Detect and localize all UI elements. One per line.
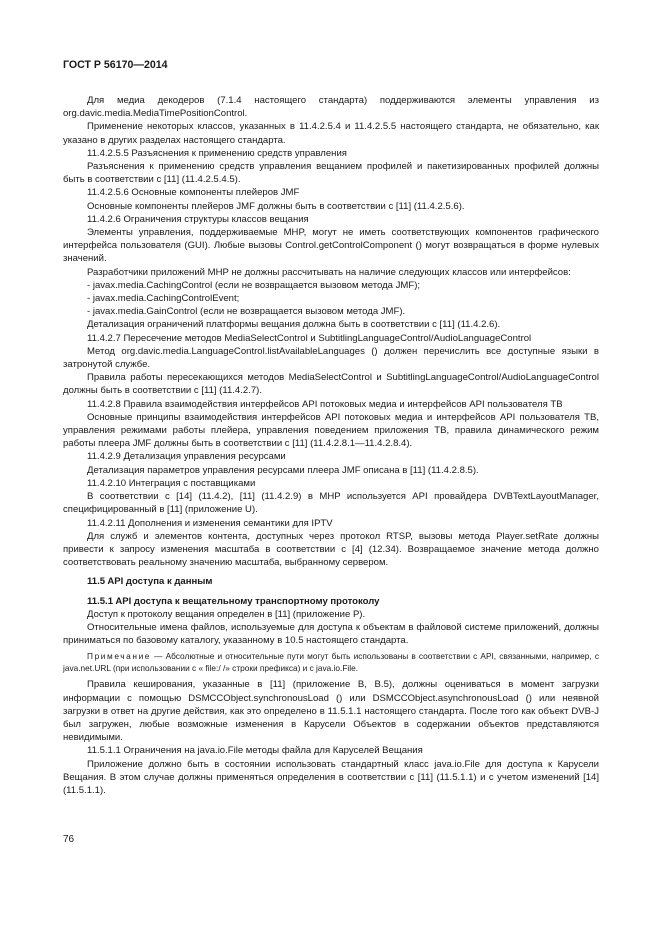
list-item: - javax.media.CachingControlEvent; [87, 293, 240, 305]
paragraph: Детализация параметров управления ресурсами плеера JMF описана в [11] (11.4.2.8.5). [87, 464, 479, 476]
page-number: 76 [63, 834, 75, 845]
paragraph: Детализация ограничений платформы вещания должна быть в соответствии с [11] (11.4.2.6). [87, 319, 501, 331]
paragraph: Относительные имена файлов, используемые для доступа к объектам в файловой системе приложений, должны приниматься по базовому каталогу, указанному в 10.5 настоящего стандарта. [63, 621, 599, 647]
paragraph: Для служб и элементов контента, доступных через протокол RTSP, вызовы метода Player.setRate должны привести к запросу изменения масштаба в соответствии с [4] (12.34). Возвращаемое значение метода должно соответствовать реальному значению масштаба, выбранному сервером. [63, 530, 599, 569]
paragraph: Правила кеширования, указанные в [11] (приложение B, B.5), должны оцениваться в момент загрузки информации с помощью DSMCCObject.synchronousLoad () или DSMCCObject.asynchronousLoad () или неявной загрузки в ответ на другие действия, как это определено в 11.5.1.1 настоящего стандарта. После того как объект DVB-J был загружен, любые возможные изменения в Карусели Объектов в содержании объектов представляются невидимыми. [63, 679, 599, 744]
document-body [63, 94, 599, 797]
paragraph: Метод org.davic.media.LanguageControl.listAvailableLanguages () должен перечислить все доступные языки в затронутой службе. [63, 345, 599, 371]
document-header: ГОСТ Р 56170—2014 [63, 59, 168, 71]
paragraph: Основные компоненты плейеров JMF должны быть в соответствии с [11] (11.4.2.5.6). [87, 200, 465, 212]
paragraph: Приложение должно быть в состоянии использовать стандартный класс java.io.File для доступа к Карусели Вещания. В этом случае должны применяться определения в соответствии с [11] (11.5.1.1) и с учетом изменений [14] (11.5.1.1). [63, 758, 599, 796]
section-heading-11-5-1: 11.5.1 API доступа к вещательному транспортному протоколу [87, 595, 380, 607]
paragraph: Основные принципы взаимодействия интерфейсов API потоковых медиа и интерфейсов API пользователя ТВ, управления режимами работы плейера, управления поведением приложения ТВ, правила динамического режим работы плеера JMF должны быть в соответствии с [11] (11.4.2.8.1—11.4.2.8.4). [63, 411, 599, 450]
subsection-heading: 11.4.2.9 Детализация управления ресурсами [87, 451, 286, 463]
paragraph: Доступ к протоколу вещания определен в [11] (приложение P). [87, 608, 366, 620]
subsection-heading: 11.4.2.10 Интеграция с поставщиками [87, 477, 256, 489]
note-label: Примечание [87, 651, 152, 662]
list-item: - javax.media.CachingControl (если не возвращается вызовом метода JMF); [87, 279, 421, 291]
subsection-heading: 11.4.2.5.5 Разъяснения к применению средств управления [87, 147, 347, 159]
note [63, 650, 599, 674]
subsection-heading: 11.4.2.5.6 Основные компоненты плейеров JMF [87, 187, 300, 199]
section-heading-11-5: 11.5 API доступа к данным [87, 576, 213, 588]
paragraph: Разработчики приложений MHP не должны рассчитывать на наличие следующих классов или интерфейсов: [87, 266, 571, 278]
note-text: — Абсолютные и относительные пути могут быть использованы в соответствии с API, связанными, например, с java.net.URL (при использовании с « file:/ /» строки префикса) и с java.io.File. [63, 651, 599, 674]
paragraph: Правила работы пересекающихся методов MediaSelectControl и SubtitlingLanguageControl/AudioLanguageControl должны быть в соответствии с [11] (11.4.2.7). [63, 372, 599, 397]
paragraph: Разъяснения к применению средств управления вещанием профилей и пакетизированных профилей должны быть в соответствии с [11] (11.4.2.5.4.5). [63, 161, 599, 186]
list-item: - javax.media.GainControl (если не возвращается вызовом метода JMF). [87, 306, 406, 318]
subsection-heading: 11.4.2.11 Дополнения и изменения семантики для IPTV [87, 517, 333, 529]
paragraph: Элементы управления, поддерживаемые MHP, могут не иметь соответствующих компонентов графического интерфейса пользователя (GUI). Любые вызовы Control.getControlComponent () могут возвращаться в форме нулевых значений. [63, 227, 599, 265]
subsection-heading: 11.5.1.1 Ограничения на java.io.File методы файла для Каруселей Вещания [87, 745, 423, 757]
subsection-heading: 11.4.2.7 Пересечение методов MediaSelectControl и SubtitlingLanguageControl/AudioLanguageControl [87, 332, 532, 344]
subsection-heading: 11.4.2.6 Ограничения структуры классов вещания [87, 213, 309, 225]
paragraph: Для медиа декодеров (7.1.4 настоящего стандарта) поддерживаются элементы управления из org.davic.media.MediaTimePositionControl. [63, 95, 599, 120]
subsection-heading: 11.4.2.8 Правила взаимодействия интерфейсов API потоковых медиа и интерфейсов API пользователя ТВ [87, 398, 563, 410]
paragraph: Применение некоторых классов, указанных в 11.4.2.5.4 и 11.4.2.5.5 настоящего стандарта, не обязательно, как указано в других разделах настоящего стандарта. [63, 121, 599, 146]
paragraph: В соответствии с [14] (11.4.2), [11] (11.4.2.9) в MHP используется API провайдера DVBTextLayoutManager, специфицированный в [11] (приложение U). [63, 491, 599, 516]
